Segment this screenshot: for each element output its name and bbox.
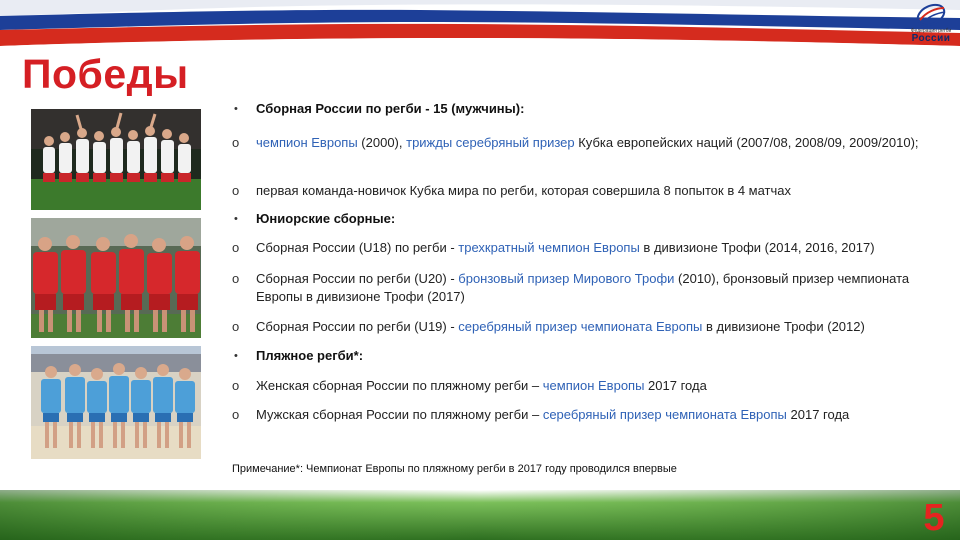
bullet-marker: o <box>232 271 240 286</box>
bullet-marker: o <box>232 183 240 198</box>
flag-wave-graphic <box>0 0 960 48</box>
text-run: первая команда-новичок Кубка мира по регби, которая совершила 8 попыток в 4 матчах <box>256 183 792 198</box>
text-run: в дивизионе Трофи (2014, 2016, 2017) <box>639 240 875 255</box>
bullet-marker: o <box>232 240 240 255</box>
page-number: 5 <box>923 497 945 539</box>
federation-logo <box>905 2 957 48</box>
text-run: (2010), бронзовый призер чемпионата Европы в дивизионе Трофи (2017) <box>256 271 910 304</box>
text-run: 2017 года <box>644 378 707 393</box>
logo-big-text: России <box>911 33 951 44</box>
text-run: Сборная России (U18) по регби - <box>256 240 459 255</box>
photo-beach-team <box>31 346 201 459</box>
footnote: Примечание*: Чемпионат Европы по пляжному регби в 2017 году проводился впервые <box>232 463 677 475</box>
list-item-text <box>256 210 932 228</box>
list-item-text <box>256 347 932 365</box>
highlighted-text: чемпион Европы <box>256 135 358 150</box>
text-run: Юниорские сборные: <box>256 211 396 226</box>
text-run: (2000), <box>357 135 407 150</box>
bullet-marker: o <box>232 319 240 334</box>
text-run: Сборная России по регби - 15 (мужчины): <box>256 101 525 116</box>
bullet-marker: • <box>234 213 238 225</box>
text-run: 2017 года <box>786 407 850 422</box>
list-item-text <box>256 100 932 118</box>
bullet-marker: o <box>232 135 240 150</box>
list-item-text <box>256 406 932 424</box>
bullet-marker: o <box>232 378 240 393</box>
list-item-text <box>256 134 932 152</box>
list-item-text <box>256 377 932 395</box>
bullet-marker: o <box>232 407 240 422</box>
photo-junior-team <box>31 218 201 338</box>
text-run: в дивизионе Трофи (2012) <box>702 319 865 334</box>
text-run: Сборная России по регби (U20) - <box>256 271 459 286</box>
photo-mens-team <box>31 109 201 210</box>
list-item-text <box>256 182 932 200</box>
rugby-ball-logo-icon <box>914 2 948 28</box>
bullet-marker: • <box>234 350 238 362</box>
highlighted-text: чемпион Европы <box>542 378 645 393</box>
text-run: Сборная России по регби (U19) - <box>256 319 459 334</box>
highlighted-text: серебряный призер чемпионата Европы <box>458 319 703 334</box>
list-item-text <box>256 318 932 336</box>
text-run: Пляжное регби*: <box>256 348 364 363</box>
list-item-text <box>256 270 932 306</box>
grass-footer <box>0 490 960 540</box>
highlighted-text: серебряный призер чемпионата Европы <box>542 407 787 422</box>
text-run: Кубка европейских наций (2007/08, 2008/09, 2009/2010); <box>574 135 919 150</box>
logo-small-text: Федерация регби <box>910 28 952 34</box>
highlighted-text: трехкратный чемпион Европы <box>458 240 640 255</box>
bullet-marker: • <box>234 103 238 115</box>
highlighted-text: трижды серебряный призер <box>406 135 575 150</box>
text-run: Женская сборная России по пляжному регби – <box>256 378 543 393</box>
flag-band <box>0 0 960 48</box>
text-run: Мужская сборная России по пляжному регби – <box>256 407 543 422</box>
slide-title: Победы <box>22 51 189 97</box>
highlighted-text: бронзовый призер Мирового Трофи <box>458 271 675 286</box>
grass-graphic <box>0 490 960 540</box>
list-item-text <box>256 239 932 257</box>
